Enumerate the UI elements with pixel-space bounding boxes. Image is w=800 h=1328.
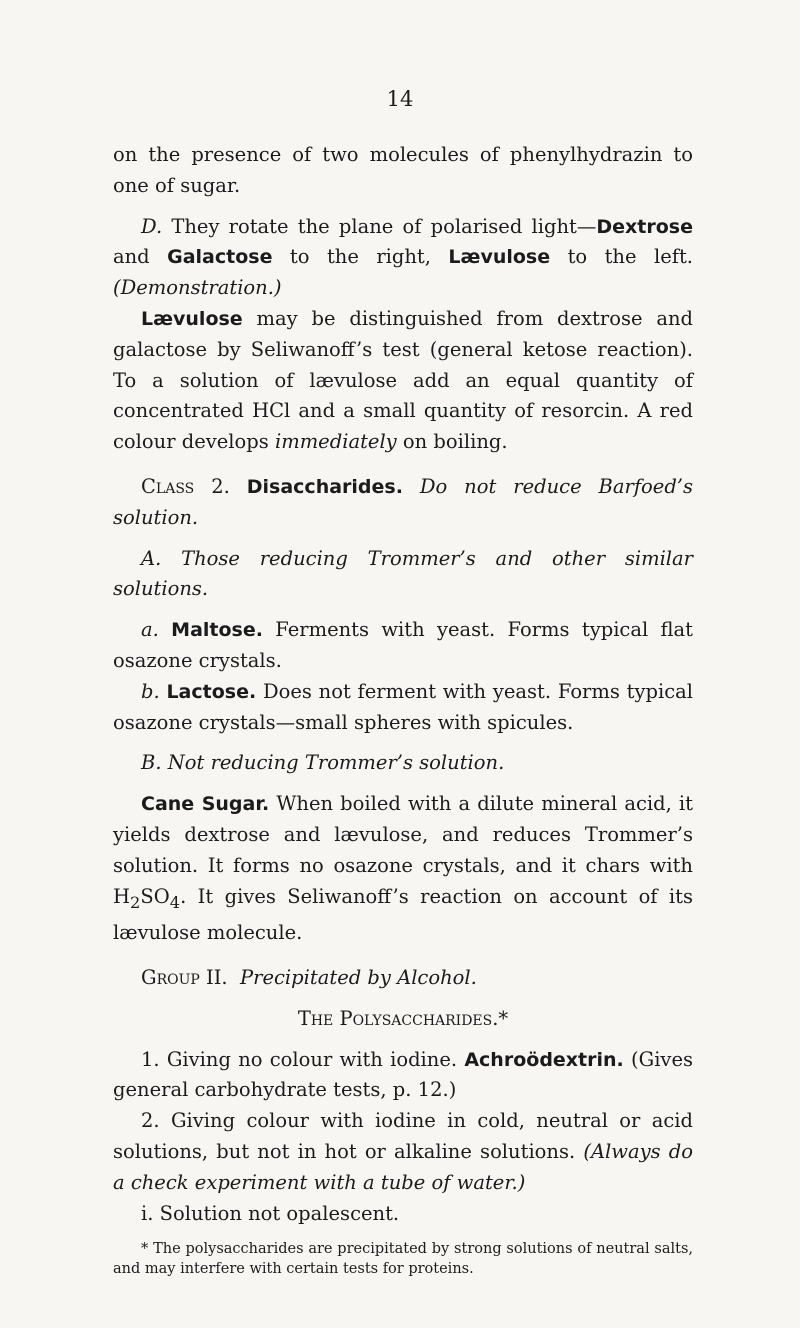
heading-group-2: Group II. Precipitated by Alcohol. — [141, 966, 477, 990]
heading-a-reducing: A. Those reducing Trommer’s and other similar solutions. — [113, 546, 693, 601]
term-galactose: Galactose — [167, 246, 273, 269]
term-cane-sugar: Cane Sugar. — [141, 793, 270, 816]
paragraph-cane-sugar: Cane Sugar. When boiled with a dilute mineral acid, it yields dextrose and lævulose, and reduces Trommer’s solution. It forms no osazone crystals, and it chars with $H_2SO_4$. It gives Seliwanoff’s reaction on account of its lævulose molecule. — [113, 792, 693, 945]
term-dextrose: Dextrose — [596, 215, 693, 238]
paragraph-rotation: D. They rotate the plane of polarised light—Dextrose and Galactose to the right, Lævulose to the left. (Demonstration.) — [113, 214, 693, 300]
paragraph-item-2: 2. Giving colour with iodine in cold, neutral or acid solutions, but not in hot or alkaline solutions. (Always do a check experiment with a tube of water.) — [113, 1109, 693, 1194]
term-lactose: Lactose. — [166, 680, 257, 703]
note-demonstration: (Demonstration.) — [113, 276, 282, 300]
heading-polysaccharides: The Polysaccharides.* — [297, 1006, 509, 1030]
paragraph-lactose: b. Lactose. Does not ferment with yeast. Forms typical osazone crystals—small spheres with spicules. — [113, 679, 693, 734]
term-laevulose-2: Lævulose — [141, 307, 243, 330]
label-d: D. — [141, 214, 163, 238]
term-disaccharides: Disaccharides. — [246, 475, 403, 498]
paragraph-phenylhydrazin: on the presence of two molecules of phenylhydrazin to one of sugar. — [113, 143, 693, 197]
term-laevulose: Lævulose — [448, 246, 551, 269]
body-text — [113, 140, 693, 1279]
paragraph-seliwanoff: Lævulose may be distinguished from dextrose and galactose by Seliwanoff’s test (general ketose reaction). To a solution of lævulose add an equal quantity of concentrated HCl and a small quantity of resorcin. A red colour develops immediately on boiling. — [113, 306, 693, 454]
paragraph-item-i: i. Solution not opalescent. — [141, 1201, 400, 1225]
heading-b-not-reducing: B. Not reducing Trommer’s solution. — [141, 751, 505, 775]
footnote: * The polysaccharides are precipitated by strong solutions of neutral salts, and may interfere with certain tests for proteins. — [113, 1241, 693, 1278]
paragraph-item-1: 1. Giving no colour with iodine. Achroödextrin. (Gives general carbohydrate tests, p. 12.) — [113, 1047, 693, 1102]
paragraph-maltose: a. Maltose. Ferments with yeast. Forms typical flat osazone crystals. — [113, 618, 694, 672]
page-number: 14 — [386, 87, 414, 111]
term-maltose: Maltose. — [171, 619, 263, 642]
heading-class-2: Class 2. Disaccharides. Do not reduce Barfoed’s solution. — [113, 474, 694, 529]
term-achroodextrin: Achroödextrin. — [464, 1048, 624, 1071]
